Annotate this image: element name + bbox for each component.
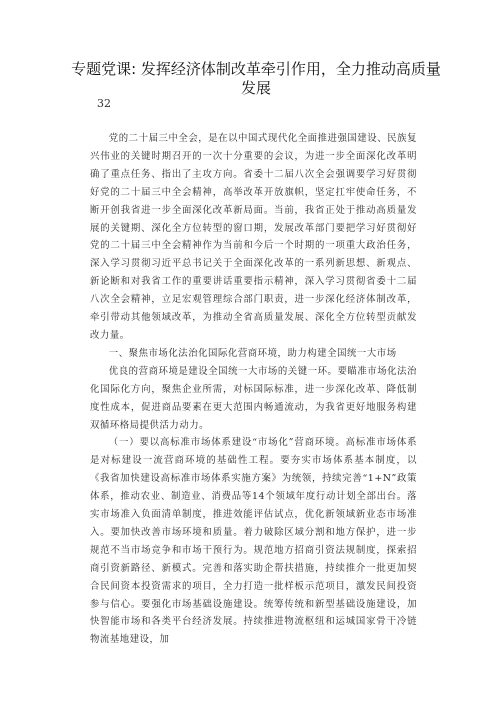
document-title: 专题党课: 发挥经济体制改革牵引作用，全力推动高质量发展 xyxy=(71,60,441,97)
paragraph-subsection-1: （一）要以高标准市场体系建设“市场化”营商环境。高标准市场体系是对标建设一流营商环境的基础性工程。要夯实市场体系基本制度，以《我省加快建设高标准市场体系实施方案》为统领，持续完善“1+N”政策体系，推动农业、制造业、消费品等14个领域年度行动计划全部出台。落实市场准入负面清单制度，推进效能评估试点，优化新领域新业态市场准入。要加快改善市场环境和质量。着力破除区域分割和地方保护，进一步规范不当市场竞争和市场干预行为。规范地方招商引资法规制度，探索招商引资新路径、新模式。完善和落实助企帮扶措施，持续推介一批更加契合民间资本投资需求的项目，全力打造一批样板示范项目，激发民间投资参与信心。要强化市场基础设施建设。统筹传统和新型基础设施建设，加快智能市场和各类平台经济发展。持续推进物流枢纽和运城国家骨干冷链物流基地建设，加 xyxy=(90,437,417,646)
document-body xyxy=(90,130,417,649)
paragraph-intro: 党的二十届三中全会，是在以中国式现代化全面推进强国建设、民族复兴伟业的关键时期召开的一次十分重要的会议，为进一步全面深化改革明确了重点任务、指出了主攻方向。省委十二届八次全会强调要学习好贯彻好党的二十届三中全会精神，高举改革开放旗帜，坚定扛牢使命任务，不断开创我省进一步全面深化改革新局面。当前，我省正处于推动高质量发展的关键期、深化全方位转型的窗口期，发展改革部门要把学习好贯彻好党的二十届三中全会精神作为当前和今后一个时期的一项重大政治任务，深入学习贯彻习近平总书记关于全面深化改革的一系列新思想、新观点、新论断和对我省工作的重要讲话重要指示精神，深入学习贯彻省委十二届八次全会精神，立足宏观管理综合部门职责，进一步深化经济体制改革，牵引带动其他领域改革，为推动全省高质量发展、深化全方位转型贡献发改力量。 xyxy=(90,133,417,341)
paragraph-section-1: 优良的营商环境是建设全国统一大市场的关键一环。要瞄准市场化法治化国际化方向，聚焦企业所需，对标国际标准，进一步深化改革、降低制度性成本，促进商品要素在更大范围内畅通流动，为我省更好地服务构建双循环格局提供活力动力。 xyxy=(90,365,417,431)
section-heading-1: 一、聚焦市场化法治化国际化营商环境，助力构建全国统一大市场 xyxy=(108,347,397,359)
page-number: 32 xyxy=(97,97,111,110)
